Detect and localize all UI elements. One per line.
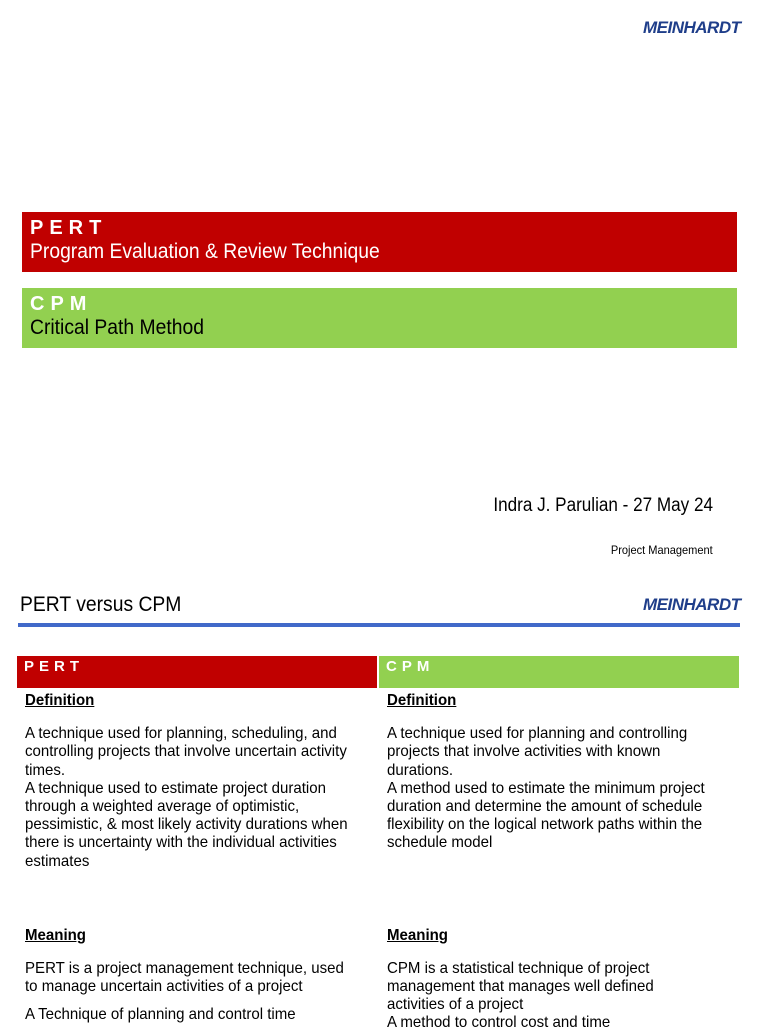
cpm-column: [387, 692, 732, 1033]
logo-text: MEINHARDT: [643, 18, 741, 37]
definition-label: Definition: [387, 692, 457, 709]
meaning-label: Meaning: [25, 926, 86, 944]
cpm-definition-2: A method used to estimate the minimum project duration and determine the amount of schedule flexibility on the logical network paths within the schedule model: [387, 779, 705, 852]
author-date: Indra J. Parulian - 27 May 24: [493, 495, 713, 516]
pert-title-band: [22, 212, 737, 272]
pert-meaning-2: A Technique of planning and control time: [25, 1006, 296, 1024]
cpm-abbreviation: CPM: [30, 293, 93, 315]
meaning-label: Meaning: [387, 926, 448, 944]
subject-label: Project Management: [611, 543, 713, 557]
title-divider: [18, 623, 740, 627]
slide-title: PERT versus CPM: [20, 593, 182, 616]
pert-definition-2: A technique used to estimate project duration through a weighted average of optimistic, pessimistic, & most likely activity durations when there is uncertainty with the individual activities estimates: [25, 779, 348, 870]
pert-full-name: Program Evaluation & Review Technique: [30, 240, 380, 263]
pert-definition-1: A technique used for planning, scheduling, and controlling projects that involve uncertain activity times.: [25, 725, 347, 779]
cpm-full-name: Critical Path Method: [30, 316, 204, 339]
meinhardt-logo: [643, 19, 741, 36]
definition-label: Definition: [25, 692, 95, 709]
pert-column: [25, 692, 370, 1025]
pert-meaning-1: PERT is a project management technique, used to manage uncertain activities of a project: [25, 960, 344, 996]
cpm-meaning-1: CPM is a statistical technique of project management that manages well defined activities of a project: [387, 959, 654, 1014]
meinhardt-logo-slide2: [643, 596, 741, 613]
cpm-definition-1: A technique used for planning and controlling projects that involve activities with known durations.: [387, 725, 688, 779]
cpm-column-header: CPM: [379, 656, 739, 688]
cpm-title-band: [22, 288, 737, 348]
pert-abbreviation: PERT: [30, 217, 108, 239]
cpm-meaning-2: A method to control cost and time: [387, 1014, 611, 1032]
pert-column-header: PERT: [17, 656, 377, 688]
logo-text: MEINHARDT: [643, 595, 741, 614]
